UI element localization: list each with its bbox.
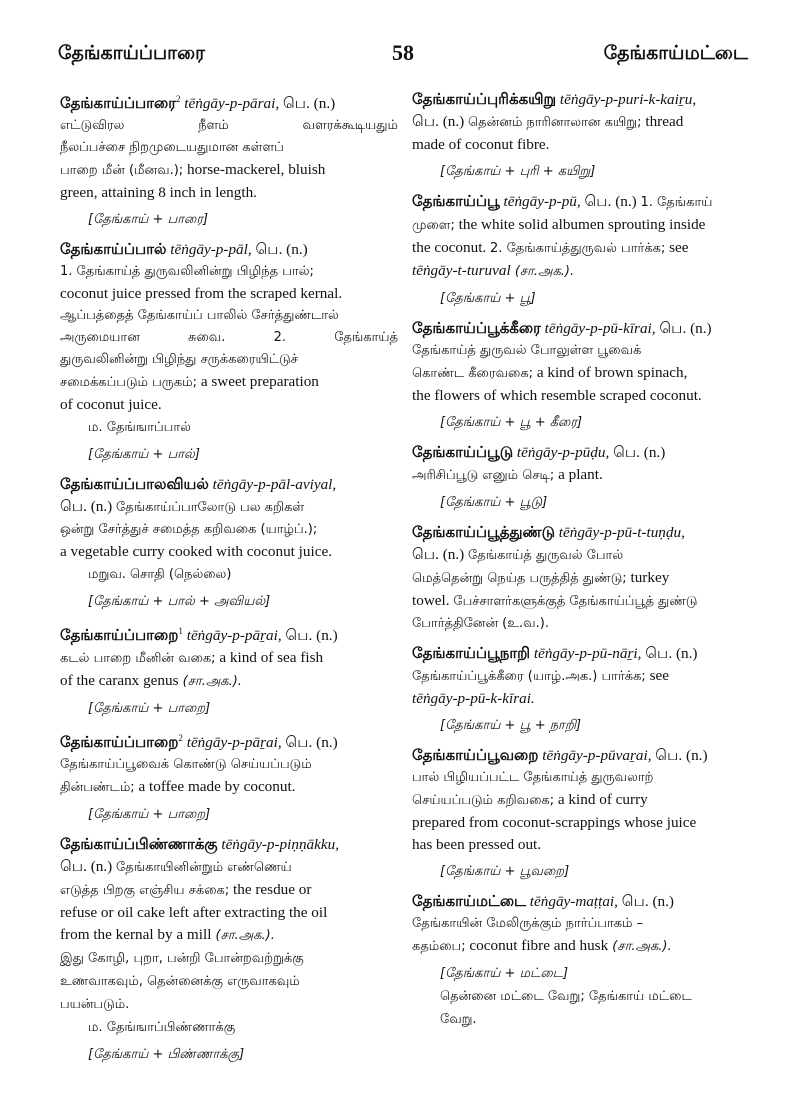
headword: தேங்காய்ப்பூக்கீரை [412, 319, 541, 337]
definition-line: நீலப்பச்சை நிறமுடையதுமான கள்ளப் [60, 140, 284, 156]
cognate: ம. தேங்ஙாப்பால் [88, 420, 191, 436]
usage-note: பயன்படும். [60, 997, 130, 1013]
transliteration: tēṅgāy-p-pāṟai, [182, 734, 282, 752]
definition-line: எட்டுவிரல நீளம் வளரக்கூடியதும் [60, 118, 398, 134]
part-of-speech: பெ. (n.) [251, 241, 308, 259]
etymology: [தேங்காய் + பாரை] [88, 212, 209, 228]
definition-english: turkey [626, 569, 670, 586]
definition-tamil: தேங்காய்ப்பூக்கீரை (யாழ்.அக.) பார்க்க; [412, 669, 646, 684]
definition-tamil: செய்யப்படும் கறிவகை; [412, 793, 555, 808]
transliteration: tēṅgāy-p-pū, [499, 193, 581, 210]
definition-line: பால் பிழியப்பட்ட தேங்காய்த் துருவலாற் [412, 770, 654, 785]
part-of-speech: பெ. (n.) [60, 858, 117, 876]
headword: தேங்காய்ப்பிண்ணாக்கு [60, 835, 218, 854]
dictionary-entry [412, 521, 750, 635]
definition-english: the resdue or [229, 881, 312, 899]
definition-line: அருமையான சுவை. 2. தேங்காய்த் [60, 330, 398, 346]
headword: தேங்காய்ப்பாரை [60, 94, 176, 113]
definition-tamil: தேங்காய்த் துருவல் போல் [468, 548, 624, 563]
transliteration: tēṅgāy-p-pārai, [180, 95, 280, 113]
headword: தேங்காய்ப்பூ [412, 192, 500, 210]
cross-reference: tēṅgāy-p-pū-k-kīrai. [412, 690, 535, 707]
right-column [412, 88, 750, 1038]
dictionary-entry [412, 642, 750, 737]
headword: தேங்காய்ப்பூடு [412, 443, 514, 461]
dictionary-entry [412, 890, 750, 1031]
dictionary-entry [60, 473, 398, 613]
part-of-speech: பெ. (n.) [651, 747, 708, 764]
definition-tamil: தேங்காய்ப்பாலோடு பல கறிகள் [116, 500, 305, 516]
source-abbrev: (சா.அக.). [608, 939, 672, 954]
dictionary-entry [412, 190, 750, 310]
dictionary-entry [60, 238, 398, 466]
headword: தேங்காய்ப்பாறை [60, 733, 179, 752]
headword: தேங்காய்ப்புரிக்கயிறு [412, 90, 557, 108]
etymology: [தேங்காய் + பூவறை] [440, 864, 570, 879]
headword: தேங்காய்ப்பாலவியல் [60, 475, 209, 494]
etymology: [தேங்காய் + பால்] [88, 447, 200, 463]
definition-line: green, attaining 8 inch in length. [60, 184, 257, 202]
definition-english: a kind of brown spinach, [533, 364, 688, 381]
transliteration: tēṅgāy-maṭṭai, [526, 893, 618, 910]
cognate: ம. தேங்ஙாப்பிண்ணாக்கு [88, 1020, 236, 1036]
definition-line: தேங்காயின் மேலிருக்கும் நார்ப்பாகம் – [412, 916, 644, 931]
definition-english: a toffee made by coconut. [134, 778, 296, 796]
definition-english: see [665, 239, 689, 256]
transliteration: tēṅgāy-p-pūvaṟai, [538, 747, 652, 764]
definition-english: thread [641, 113, 684, 130]
definition-line: தேங்காய்ப்பூவைக் கொண்டு செய்யப்படும் [60, 757, 312, 773]
transliteration: tēṅgāy-p-pāl-aviyal, [208, 476, 337, 494]
homonym-number: 1 [178, 626, 183, 637]
usage-example: போர்த்தினேன் (உ.வ.). [412, 616, 549, 631]
definition-tamil: தென்னம் நாரினாலான கயிறு; [468, 115, 642, 130]
source-abbrev: (சா.அக.). [178, 674, 242, 690]
usage-note: உணவாகவும், தென்னைக்கு எருவாகவும் [60, 974, 300, 990]
etymology: [தேங்காய் + பூ + கீரை] [440, 415, 583, 430]
definition-english: a kind of sea fish [215, 649, 324, 667]
homonym-number: 2 [175, 94, 181, 104]
transliteration: tēṅgāy-p-pāṟai, [182, 627, 282, 645]
part-of-speech: பெ. (n.) [60, 498, 117, 516]
transliteration: tēṅgāy-p-pū-nāṟi, [530, 645, 642, 662]
dictionary-entry [412, 744, 750, 883]
definition-line: prepared from coconut-scrappings whose juice [412, 814, 697, 831]
source-abbrev: (சா.அக.). [211, 928, 275, 944]
etymology: [தேங்காய் + பூடு] [440, 495, 548, 510]
definition-english: the white solid albumen sprouting inside [454, 216, 706, 233]
definition-line: ஆப்பத்தைத் தேங்காய்ப் பாலில் சேர்த்துண்டால் [60, 308, 339, 324]
definition-english: horse-mackerel, bluish [183, 161, 326, 179]
definition-line: the flowers of which resemble scraped coconut. [412, 387, 702, 404]
usage-note: வேறு. [440, 1012, 477, 1027]
etymology: [தேங்காய் + பாறை] [88, 701, 211, 717]
definition-line: coconut juice pressed from the scraped kernal. [60, 285, 343, 303]
headword: தேங்காய்ப்பாறை [60, 626, 179, 645]
definition-english: towel. [412, 592, 454, 609]
part-of-speech: பெ. (n.) [617, 893, 674, 910]
etymology: [தேங்காய் + புரி + கயிறு] [440, 164, 596, 179]
source-abbrev: (சா.அக.). [510, 264, 575, 279]
definition-line: 1. தேங்காய்த் துருவலினின்று பிழிந்த பால்; [60, 264, 314, 280]
transliteration: tēṅgāy-p-puri-k-kaiṟu, [556, 91, 697, 108]
dictionary-entry [60, 88, 398, 231]
usage-note: இது கோழி, புறா, பன்றி போன்றவற்றுக்கு [60, 951, 304, 967]
definition-line: தேங்காய்த் துருவல் போலுள்ள பூவைக் [412, 343, 642, 358]
usage-example: பேச்சாளர்களுக்குத் தேங்காய்ப்பூத் துண்டு [453, 594, 698, 609]
definition-tamil: எடுத்த பிறகு எஞ்சிய சக்கை; [60, 883, 230, 899]
definition-tamil: தேங்காயினின்றும் எண்ணெய் [116, 860, 292, 876]
definition-tamil: அரிசிப்பூடு எனும் செடி; [412, 468, 555, 483]
part-of-speech: பெ. (n.) [412, 113, 469, 130]
definition-tamil: பாறை மீன் (மீனவ.); [60, 163, 184, 179]
definition-line: has been pressed out. [412, 836, 542, 853]
part-of-speech: பெ. (n.) [279, 95, 336, 113]
homonym-number: 2 [178, 733, 183, 744]
cross-reference: tēṅgāy-t-turuval [412, 262, 511, 279]
headword: தேங்காய்மட்டை [412, 892, 526, 910]
etymology: [தேங்காய் + பூ] [440, 291, 536, 306]
headword: தேங்காய்ப்பூவறை [412, 746, 539, 764]
definition-line: refuse or oil cake left after extracting the oil [60, 904, 328, 922]
definition-tamil: 1. தேங்காய் [640, 195, 713, 210]
part-of-speech: பெ. (n.) [580, 193, 641, 210]
left-column [60, 88, 398, 1073]
definition-english: from the kernal by a mill [60, 926, 212, 944]
part-of-speech: பெ. (n.) [609, 444, 666, 461]
etymology: [தேங்காய் + பாறை] [88, 807, 211, 823]
header-first-word: தேங்காய்ப்பாரை [58, 42, 205, 64]
definition-english: of the caranx genus [60, 672, 179, 690]
definition-english: a kind of curry [554, 791, 648, 808]
usage-note: தென்னை மட்டை வேறு; தேங்காய் மட்டை [440, 989, 692, 1004]
part-of-speech: பெ. (n.) [281, 627, 338, 645]
definition-line: துருவலினின்று பிழிந்து சருக்கரையிட்டுச் [60, 352, 298, 368]
definition-english: coconut fibre and husk [465, 937, 609, 954]
etymology: [தேங்காய் + மட்டை] [440, 966, 569, 981]
dictionary-entry [60, 833, 398, 1066]
dictionary-entry [60, 727, 398, 826]
headword: தேங்காய்ப்பூநாறி [412, 644, 531, 662]
page-number: 58 [392, 40, 414, 65]
definition-tamil: கொண்ட கீரைவகை; [412, 366, 534, 381]
synonym: மறுவ. சொதி (நெல்லை) [88, 567, 232, 583]
definition-tamil: முளை; [412, 218, 455, 233]
etymology: [தேங்காய் + பால் + அவியல்] [88, 594, 271, 610]
transliteration: tēṅgāy-p-pū-t-tuṇḍu, [554, 524, 685, 541]
definition-tamil: தின்பண்டம்; [60, 780, 135, 796]
part-of-speech: பெ. (n.) [412, 546, 469, 563]
definition-english: see [645, 667, 669, 684]
dictionary-entry [60, 620, 398, 720]
dictionary-entry [412, 441, 750, 514]
definition-english: a sweet preparation [197, 373, 319, 391]
header-last-word: தேங்காய்மட்டை [603, 42, 748, 64]
etymology: [தேங்காய் + பிண்ணாக்கு] [88, 1047, 245, 1063]
definition-english: the coconut. [412, 239, 491, 256]
definition-tamil: 2. தேங்காய்த்துருவல் பார்க்க; [490, 241, 666, 256]
definition-tamil: சமைக்கப்படும் பருகம்; [60, 375, 198, 391]
part-of-speech: பெ. (n.) [655, 320, 712, 337]
dictionary-entry [412, 317, 750, 434]
definition-line: made of coconut fibre. [412, 136, 550, 153]
etymology: [தேங்காய் + பூ + நாறி] [440, 718, 582, 733]
definition-line: a vegetable curry cooked with coconut juice. [60, 543, 332, 561]
transliteration: tēṅgāy-p-pūḍu, [513, 444, 610, 461]
headword: தேங்காய்ப்பூத்துண்டு [412, 523, 555, 541]
definition-tamil: மெத்தென்று நெய்த பருத்தித் துண்டு; [412, 571, 627, 586]
definition-tamil: கடல் பாறை மீனின் வகை; [60, 651, 216, 667]
definition-english: a plant. [554, 466, 603, 483]
transliteration: tēṅgāy-p-pāl, [166, 241, 252, 259]
definition-line: of coconut juice. [60, 396, 162, 414]
definition-line: ஒன்று சேர்த்துச் சமைத்த கறிவகை (யாழ்ப்.); [60, 522, 318, 538]
part-of-speech: பெ. (n.) [641, 645, 698, 662]
dictionary-entry [412, 88, 750, 183]
part-of-speech: பெ. (n.) [281, 734, 338, 752]
transliteration: tēṅgāy-p-piṇṇākku, [217, 836, 340, 854]
transliteration: tēṅgāy-p-pū-kīrai, [540, 320, 656, 337]
definition-tamil: கதம்பை; [412, 939, 466, 954]
page-header [58, 42, 748, 72]
headword: தேங்காய்ப்பால் [60, 240, 167, 259]
